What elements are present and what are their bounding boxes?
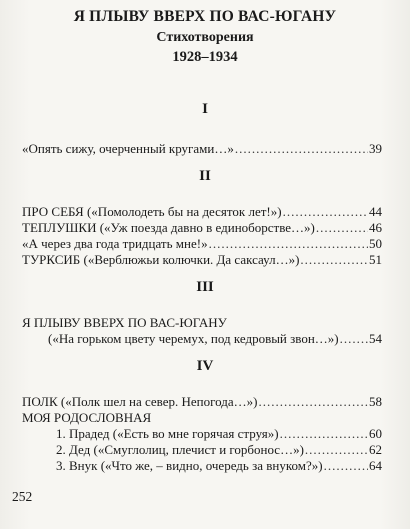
toc-entry: [22, 204, 382, 220]
poem-cycle-title: МОЯ РОДОСЛОВНАЯ: [22, 410, 152, 425]
toc-entry-text: ПРО СЕБЯ («Помолодеть бы на десяток лет!»): [22, 204, 282, 219]
section-heading-1: I: [202, 101, 208, 117]
section-heading-4: IV: [196, 358, 214, 374]
toc-entry-text: 3. Внук («Что же, – видно, очередь за внуком?»): [56, 458, 323, 473]
toc-entry: [22, 220, 382, 236]
leader-dots: [300, 252, 368, 268]
toc-entry-page: 39: [369, 141, 382, 156]
leader-dots: [283, 204, 368, 220]
leader-dots: [316, 220, 368, 236]
toc-sub-entry: [56, 442, 382, 458]
toc-entry-text: «Опять сижу, очерченный кругами…»: [22, 141, 234, 156]
toc-entry: [22, 252, 382, 268]
toc-sub-entry: [56, 426, 382, 442]
toc-entry-page: 58: [369, 394, 382, 409]
leader-dots: [305, 442, 368, 458]
toc-entry: [22, 236, 382, 252]
leader-dots: [280, 426, 368, 442]
toc-entry: [48, 331, 382, 347]
collection-years: 1928–1934: [172, 49, 238, 65]
toc-entry: [22, 141, 382, 157]
toc-entry-page: 50: [369, 236, 382, 251]
section-heading-3: III: [196, 279, 214, 295]
toc-entry-page: 54: [369, 331, 382, 346]
page-number: 252: [12, 489, 33, 504]
toc-entry-text: «А через два года тридцать мне!»: [22, 236, 208, 251]
collection-title: Я ПЛЫВУ ВВЕРХ ПО ВАС-ЮГАНУ: [73, 8, 337, 25]
toc-entry-page: 62: [369, 442, 382, 457]
collection-subtitle: Стихотворения: [156, 30, 254, 45]
toc-entry-page: 44: [369, 204, 382, 219]
toc-entry-text: ТУРКСИБ («Верблюжьи колючки. Да саксаул…»): [22, 252, 300, 267]
leader-dots: [340, 331, 368, 347]
leader-dots: [209, 236, 368, 252]
section-heading-2: II: [199, 168, 211, 184]
poem-title-line: Я ПЛЫВУ ВВЕРХ ПО ВАС-ЮГАНУ: [22, 315, 227, 330]
toc-sub-entry: [56, 458, 382, 474]
toc-entry-page: 60: [369, 426, 382, 441]
toc-entry-page: 46: [369, 220, 382, 235]
toc-entry-page: 64: [369, 458, 382, 473]
leader-dots: [235, 141, 368, 157]
toc-entry-text: 1. Прадед («Есть во мне горячая струя»): [56, 426, 279, 441]
toc-entry-text: ПОЛК («Полк шел на север. Непогода…»): [22, 394, 258, 409]
leader-dots: [258, 394, 368, 410]
toc-entry-text: 2. Дед («Смуглолиц, плечист и горбонос…»): [56, 442, 304, 457]
toc-entry-text: («На горьком цвету черемух, под кедровый звон…»): [48, 331, 339, 346]
toc-entry-text: ТЕПЛУШКИ («Уж поезда давно в единоборстве…»): [22, 220, 315, 235]
toc-entry: [22, 394, 382, 410]
leader-dots: [324, 458, 368, 474]
toc-entry-page: 51: [369, 252, 382, 267]
